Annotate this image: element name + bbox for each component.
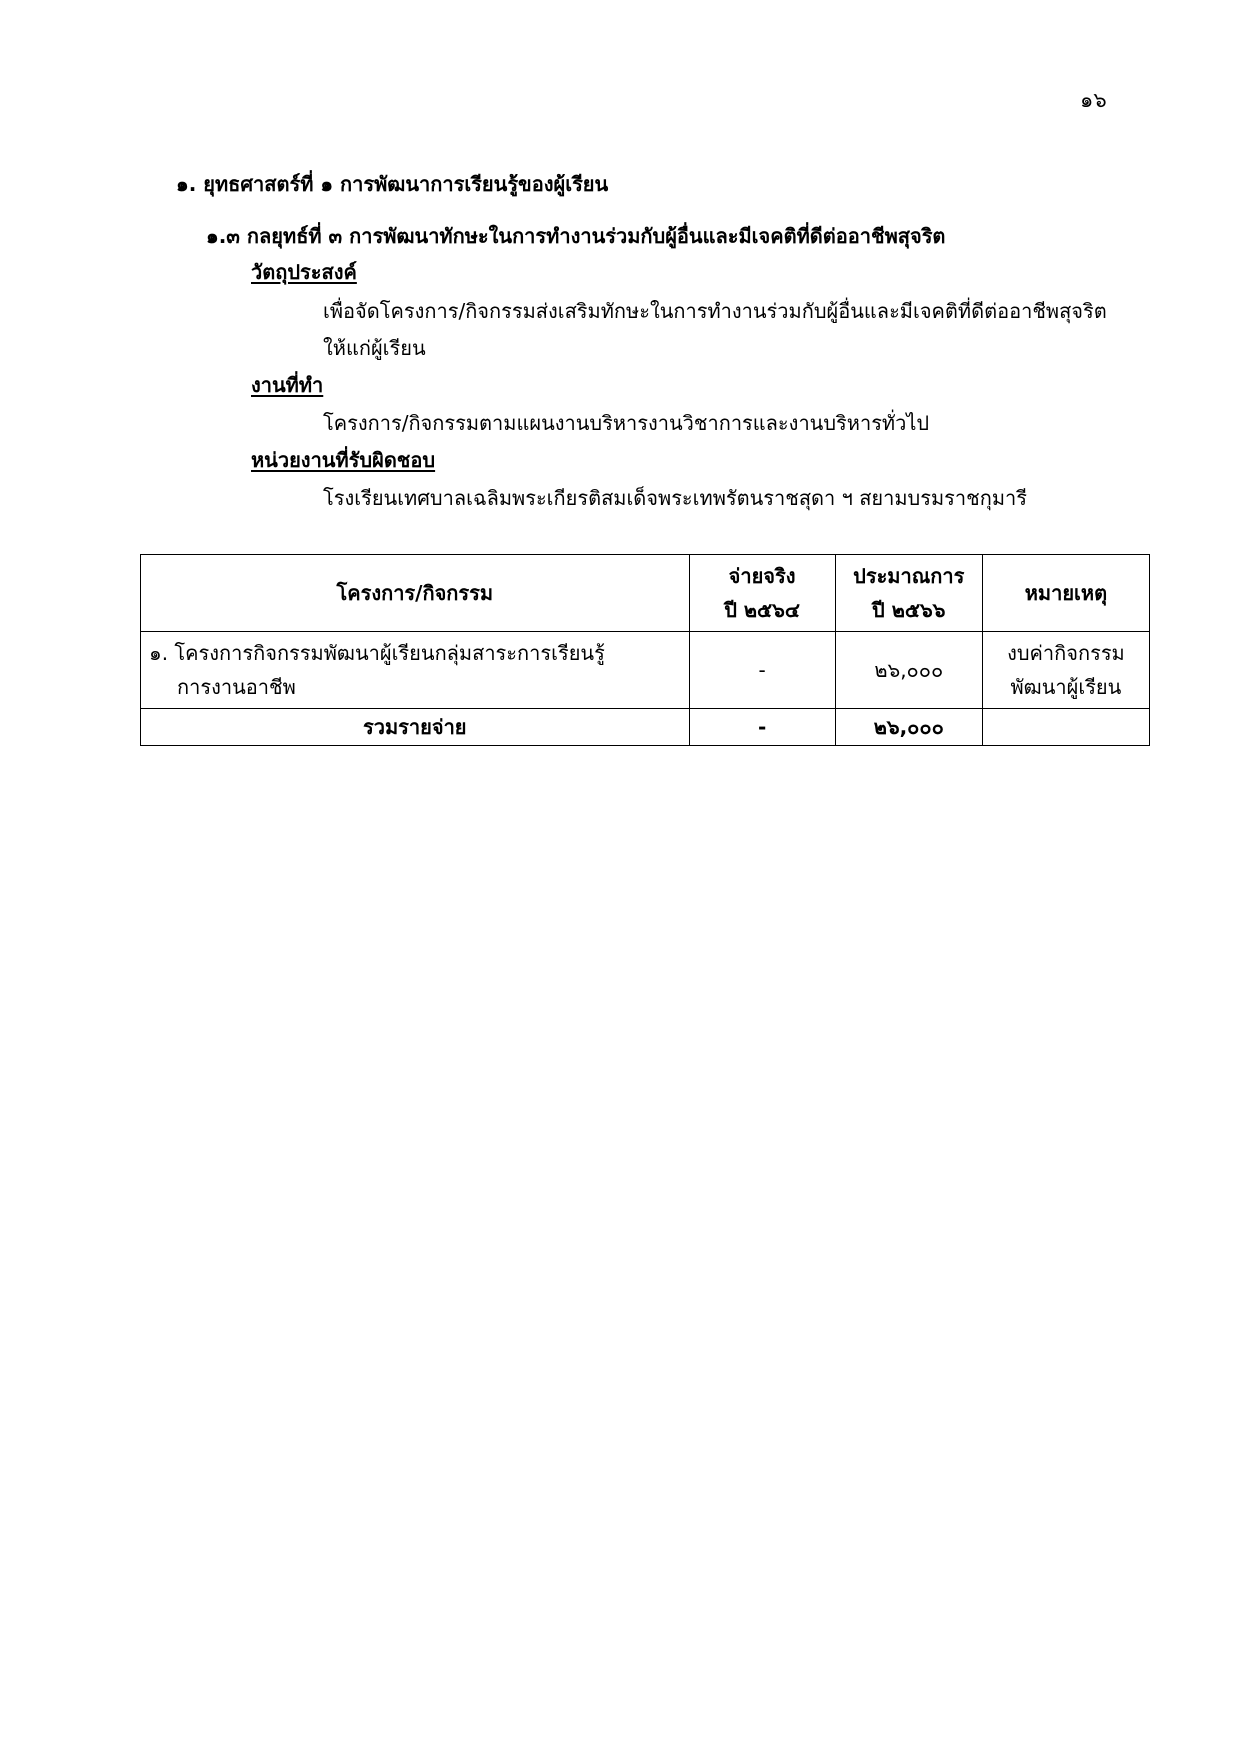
strategy-heading: ๑. ยุทธศาสตร์ที่ ๑ การพัฒนาการเรียนรู้ของผู้เรียน — [176, 172, 609, 196]
work-label: งานที่ทำ — [251, 373, 324, 397]
work-text: โครงการ/กิจกรรมตามแผนงานบริหารงานวิชาการและงานบริหารทั่วไป — [323, 411, 930, 435]
row-remark — [982, 632, 1149, 709]
row-project-line2: การงานอาชีพ — [177, 675, 296, 699]
responsible-label: หน่วยงานที่รับผิดชอบ — [251, 448, 436, 472]
responsible-text: โรงเรียนเทศบาลเฉลิมพระเกียรติสมเด็จพระเทพรัตนราชสุดา ฯ สยามบรมราชกุมารี — [323, 486, 1027, 510]
header-project: โครงการ/กิจกรรม — [141, 555, 690, 632]
row-project-cell — [141, 632, 690, 709]
objective-text-line2: ให้แก่ผู้เรียน — [323, 336, 426, 360]
row-remark-line1: งบค่ากิจกรรม — [1007, 641, 1125, 665]
row-remark-line2: พัฒนาผู้เรียน — [1010, 675, 1122, 699]
objective-text-line1: เพื่อจัดโครงการ/กิจกรรมส่งเสริมทักษะในการทำงานร่วมกับผู้อื่นและมีเจคติที่ดีต่ออาชีพสุจริต — [323, 299, 1107, 323]
total-actual: - — [689, 709, 835, 746]
total-estimate: ๒๖,๐๐๐ — [835, 709, 982, 746]
row-actual: - — [689, 632, 835, 709]
objective-label: วัตถุประสงค์ — [251, 260, 357, 284]
header-actual-line2: ปี ๒๕๖๔ — [724, 598, 800, 622]
header-estimate-line2: ปี ๒๕๖๖ — [872, 598, 946, 622]
total-label: รวมรายจ่าย — [141, 709, 690, 746]
header-estimate-line1: ประมาณการ — [853, 564, 965, 588]
sub-strategy-heading: ๑.๓ กลยุทธ์ที่ ๓ การพัฒนาทักษะในการทำงานร่วมกับผู้อื่นและมีเจคติที่ดีต่ออาชีพสุจริต — [206, 224, 946, 248]
header-actual-line1: จ่ายจริง — [728, 564, 796, 588]
table-header-row — [141, 555, 1150, 632]
total-remark — [982, 709, 1149, 746]
budget-table — [140, 554, 1150, 746]
header-actual — [689, 555, 835, 632]
row-estimate: ๒๖,๐๐๐ — [835, 632, 982, 709]
header-remark: หมายเหตุ — [982, 555, 1149, 632]
table-row — [141, 632, 1150, 709]
page-number: ๑๖ — [1080, 88, 1107, 112]
header-estimate — [835, 555, 982, 632]
row-project-line1: ๑. โครงการกิจกรรมพัฒนาผู้เรียนกลุ่มสาระการเรียนรู้ — [149, 641, 605, 665]
total-row — [141, 709, 1150, 746]
